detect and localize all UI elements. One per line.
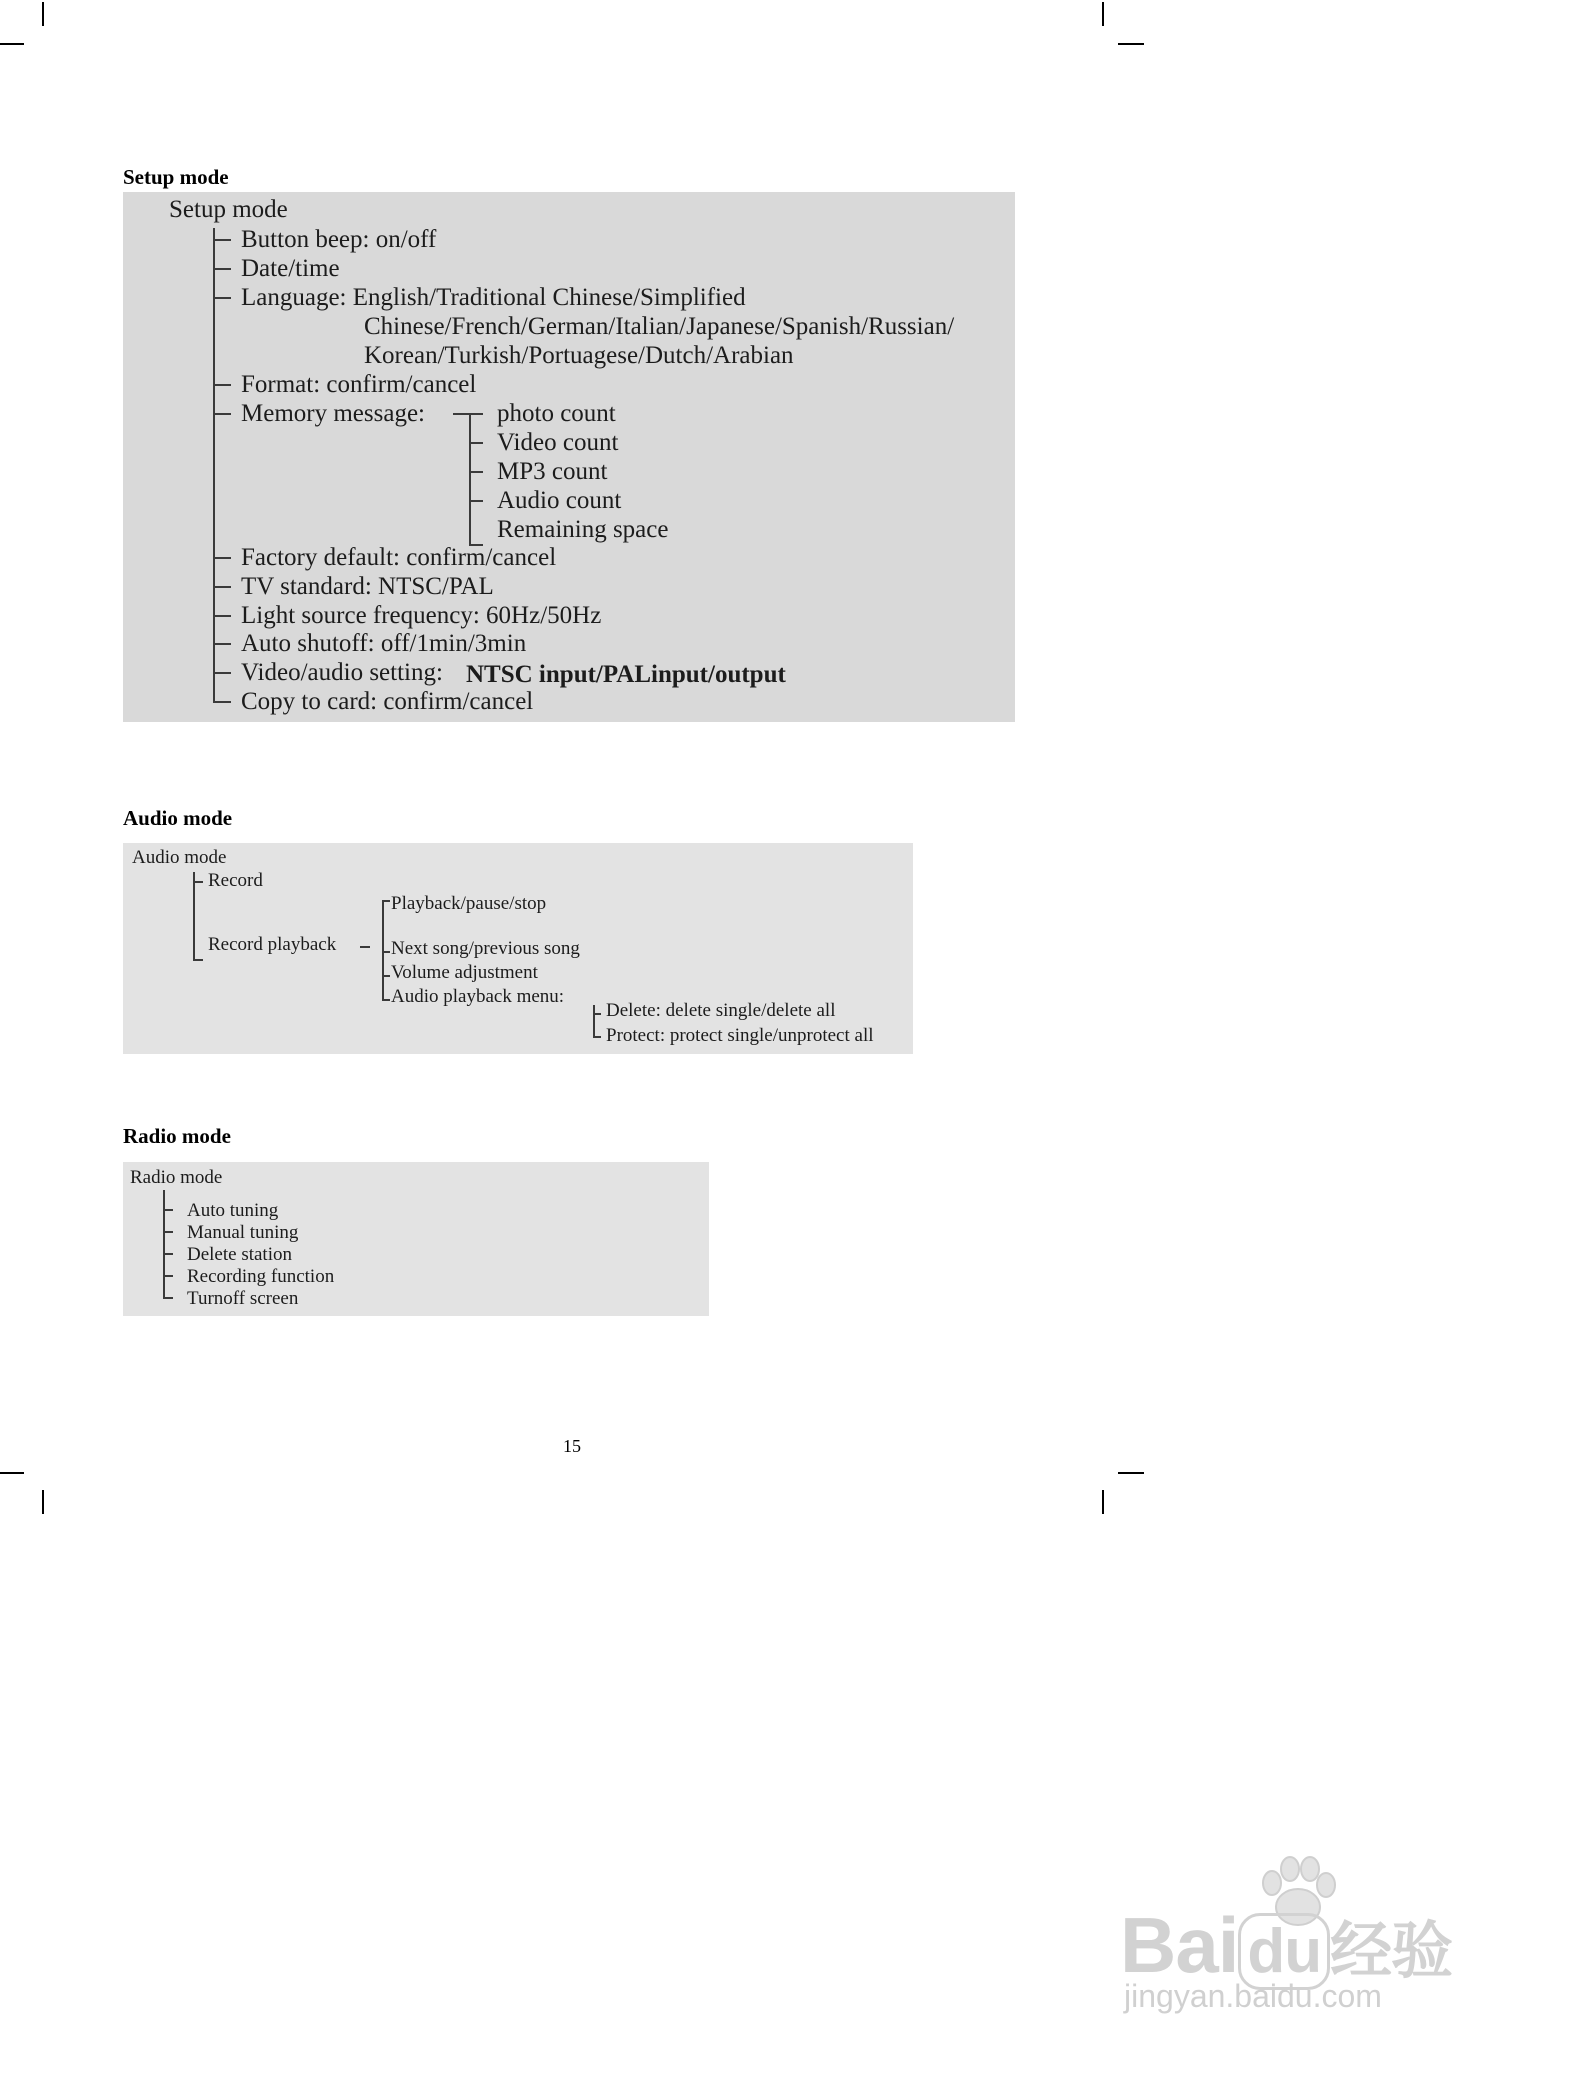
memory-item: photo count [497,400,616,427]
crop-mark [1118,43,1144,45]
audio-playback-item: Volume adjustment [391,962,538,983]
audio-playback-item: Playback/pause/stop [391,893,547,914]
memory-item: Remaining space [497,516,669,543]
tree-branch [213,268,231,270]
tree-branch [163,1297,173,1299]
tree-branch [469,500,483,502]
radio-item: Auto tuning [187,1200,279,1221]
tree-branch [213,557,231,559]
tree-branch [213,672,231,674]
setup-heading: Setup mode [123,165,229,189]
page-number: 15 [563,1436,581,1456]
audio-heading: Audio mode [123,806,233,830]
tree-branch [593,1013,601,1015]
setup-item: Video/audio setting: [241,659,443,686]
tree-branch [593,1036,601,1038]
tree-branch [213,239,231,241]
baidu-watermark-logo: Bai du 经验 [1120,1901,1453,1989]
tree-branch [193,881,203,883]
tree-branch [163,1231,173,1233]
tree-line [593,1005,595,1037]
setup-item: Format: confirm/cancel [241,371,477,398]
radio-item: Recording function [187,1266,335,1287]
memory-item: Video count [497,429,619,456]
tree-branch [213,384,231,386]
setup-item: TV standard: NTSC/PAL [241,573,494,600]
tree-line [163,1190,165,1298]
audio-record-playback: Record playback [208,934,337,955]
radio-root-label: Radio mode [130,1167,223,1188]
setup-language-continuation: Korean/Turkish/Portuagese/Dutch/Arabian [364,342,794,369]
tree-line [213,228,215,702]
video-audio-value: NTSC input/PALinput/output [466,661,786,688]
tree-branch [213,701,231,703]
crop-mark [0,1472,24,1474]
tree-branch [469,442,483,444]
tree-line [469,413,471,545]
tree-branch [382,951,390,953]
audio-root-label: Audio mode [132,847,227,868]
setup-root-label: Setup mode [169,196,288,223]
tree-branch [213,643,231,645]
tree-branch [163,1275,173,1277]
setup-item: Language: English/Traditional Chinese/Simplified [241,284,746,311]
tree-branch [163,1253,173,1255]
setup-item: Auto shutoff: off/1min/3min [241,630,527,657]
tree-branch [213,413,231,415]
radio-item: Manual tuning [187,1222,299,1243]
crop-mark [1102,1490,1104,1514]
setup-menu-tree [123,192,1015,722]
tree-branch [382,975,390,977]
setup-language-continuation: Chinese/French/German/Italian/Japanese/Spanish/Russian/ [364,313,955,340]
audio-playback-item: Next song/previous song [391,938,580,959]
tree-branch [193,959,203,961]
audio-menu-tree [123,843,913,1054]
setup-item: Button beep: on/off [241,226,437,253]
crop-mark [0,43,24,45]
baidu-watermark-url: jingyan.baidu.com [1124,1978,1382,2014]
radio-item: Delete station [187,1244,292,1265]
tree-branch [382,900,390,902]
memory-item: Audio count [497,487,622,514]
crop-mark [1118,1472,1144,1474]
tree-line [193,872,195,960]
setup-item: Factory default: confirm/cancel [241,544,557,571]
audio-menu-item: Protect: protect single/unprotect all [606,1025,874,1046]
crop-mark [42,1490,44,1514]
tree-branch [163,1209,173,1211]
memory-item: MP3 count [497,458,608,485]
setup-item: Memory message: [241,400,425,427]
audio-record: Record [208,870,263,891]
tree-branch [213,297,231,299]
radio-heading: Radio mode [123,1124,231,1148]
tree-branch [453,413,483,415]
crop-mark [42,2,44,26]
radio-menu-tree [123,1162,709,1316]
audio-playback-item: Audio playback menu: [391,986,565,1007]
tree-branch [360,946,370,948]
tree-line [382,900,384,1000]
audio-menu-item: Delete: delete single/delete all [606,1000,836,1021]
crop-mark [1102,2,1104,26]
tree-branch [213,615,231,617]
tree-branch [213,586,231,588]
setup-item: Light source frequency: 60Hz/50Hz [241,602,602,629]
setup-item: Date/time [241,255,340,282]
radio-item: Turnoff screen [187,1288,299,1309]
setup-item: Copy to card: confirm/cancel [241,688,534,715]
tree-branch [382,999,390,1001]
tree-branch [469,471,483,473]
